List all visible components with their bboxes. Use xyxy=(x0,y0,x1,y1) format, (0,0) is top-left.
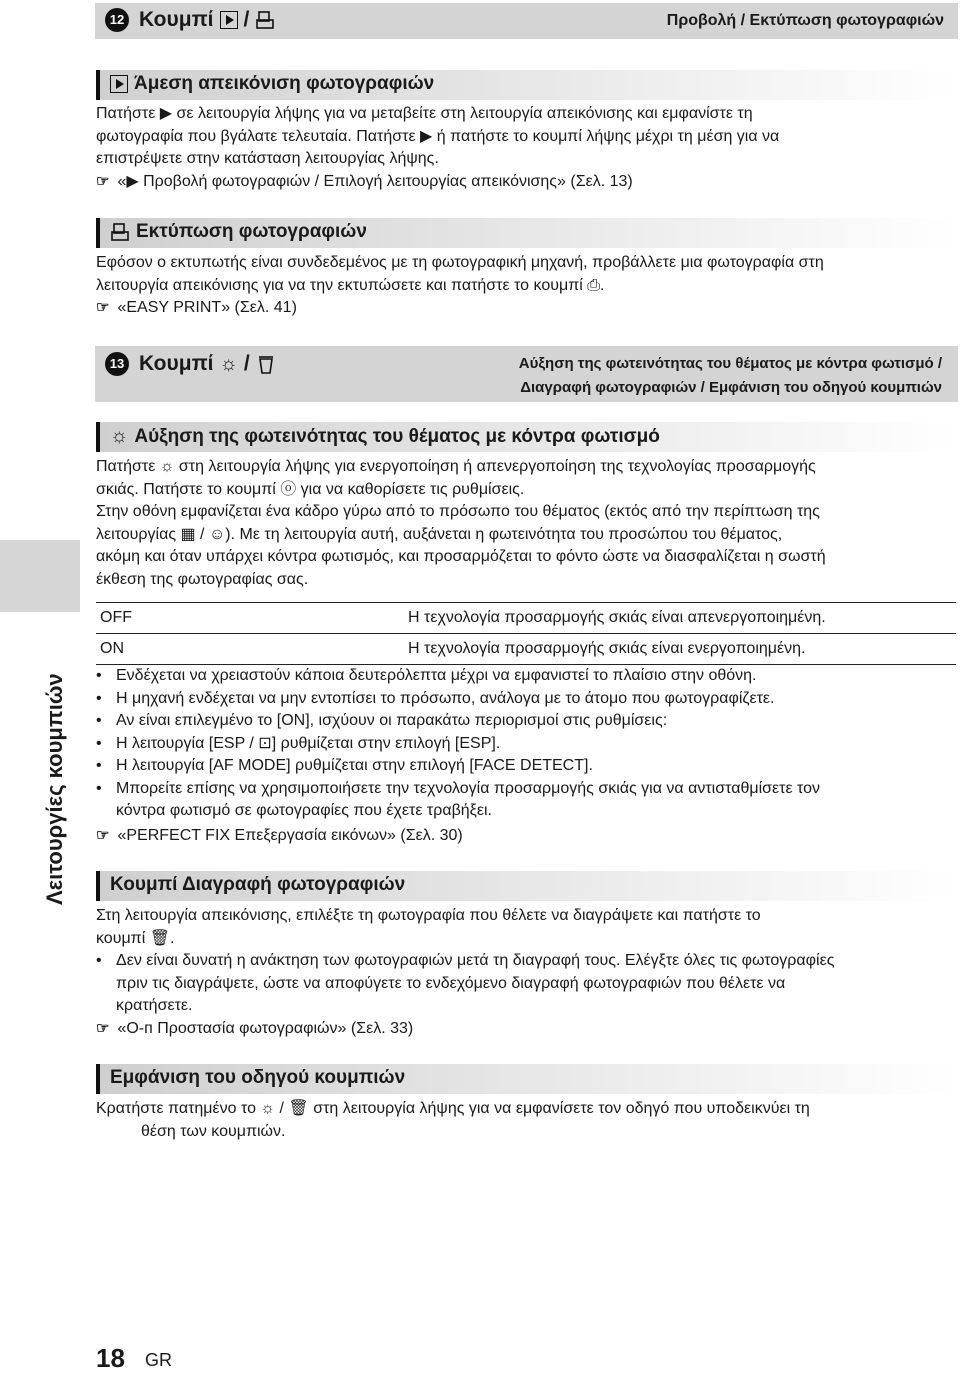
page-number: 18 xyxy=(96,1343,125,1373)
list-item: • Αν είναι επιλεγμένο το [ON], ισχύουν οι παρακάτω περιορισμοί στις ρυθμίσεις: xyxy=(96,712,668,729)
list-item: • Δεν είναι δυνατή η ανάκτηση των φωτογραφιών μετά τη διαγραφή τους. Ελέγξτε όλες τις φωτογραφίες xyxy=(96,952,835,969)
playback-icon xyxy=(110,75,128,93)
section-number-badge: 12 xyxy=(105,8,129,32)
playback-body: Πατήστε ▶ σε λειτουργία λήψης για να μεταβείτε στη λειτουργία απεικόνισης και εμφανίστε τη φωτογραφία που βγάλατε τελευταία. Πατήστε ▶ ή πατήστε το κουμπί λήψης μέχρι τη μέση για να επιστρέψετε στην κατάσταση λειτουργίας λήψης. xyxy=(96,105,780,167)
erase-body: Στη λειτουργία απεικόνισης, επιλέξτε τη φωτογραφία που θέλετε να διαγράψετε και πατήστε το κουμπί 🗑. xyxy=(96,907,761,947)
trash-icon xyxy=(256,353,276,375)
reference-icon: ☞ xyxy=(96,173,110,190)
list-item: κόντρα φωτισμό σε φωτογραφίες που έχετε τραβήξει. xyxy=(116,802,492,819)
list-item: • Ενδέχεται να χρειαστούν κάποια δευτερόλεπτα μέχρι να εμφανιστεί το πλαίσιο στην οθόνη. xyxy=(96,667,757,684)
section-title: Κουμπί xyxy=(139,8,214,31)
shadow-reference: ☞ «PERFECT FIX Επεξεργασία εικόνων» (Σελ. 30) xyxy=(96,825,463,847)
shadow-heading: ☼ Αύξηση της φωτεινότητας του θέματος με κόντρα φωτισμό xyxy=(96,422,956,452)
reference-icon: ☞ xyxy=(96,1020,110,1037)
list-item: • Η λειτουργία [ESP / ⊡] ρυθμίζεται στην επιλογή [ESP]. xyxy=(96,734,501,752)
print-body: Εφόσον ο εκτυπωτής είναι συνδεδεμένος με τη φωτογραφική μηχανή, προβάλλετε μια φωτογραφία στη λειτουργία απεικόνισης για να την εκτυπώσετε και πατήστε το κουμπί ⎙. xyxy=(96,254,824,294)
guide-body: Κρατήστε πατημένο το ☼ / 🗑 στη λειτουργία λήψης για να εμφανίσετε τον οδηγό που υποδεικνύει τη θέση των κουμπιών. xyxy=(96,1100,810,1140)
erase-reference: ☞ «О-п Προστασία φωτογραφιών» (Σελ. 33) xyxy=(96,1018,413,1040)
page-language: GR xyxy=(145,1350,172,1370)
print-reference: ☞ «EASY PRINT» (Σελ. 41) xyxy=(96,297,297,319)
section-subtitle: Προβολή / Εκτύπωση φωτογραφιών xyxy=(666,12,944,29)
shadow-notes xyxy=(96,665,956,823)
reference-icon: ☞ xyxy=(96,299,110,316)
chapter-label: Λειτουργίες κουμπιών xyxy=(42,673,67,905)
guide-heading: Εμφάνιση του οδηγού κουμπιών xyxy=(96,1064,956,1094)
section-number-badge: 13 xyxy=(105,352,129,376)
erase-notes xyxy=(96,950,956,1018)
table-row: OFF Η τεχνολογία προσαρμογής σκιάς είναι απενεργοποιημένη. xyxy=(96,603,956,634)
table-row: ON Η τεχνολογία προσαρμογής σκιάς είναι ενεργοποιημένη. xyxy=(96,634,956,665)
slash: / xyxy=(243,8,250,31)
settings-table xyxy=(96,602,956,665)
shadow-adjust-icon: ☼ xyxy=(219,352,238,375)
playback-icon xyxy=(220,11,238,29)
shadow-adjust-icon: ☼ xyxy=(110,425,129,447)
list-item: • Η λειτουργία [AF MODE] ρυθμίζεται στην επιλογή [FACE DETECT]. xyxy=(96,757,593,774)
section-13-header xyxy=(95,346,958,402)
shadow-body: Πατήστε ☼ στη λειτουργία λήψης για ενεργοποίηση ή απενεργοποίηση της τεχνολογίας προσαρμογής σκιάς. Πατήστε το κουμπί ⓞ για να καθορίσετε τις ρυθμίσεις. Στην οθόνη εμφανίζεται ένα κάδρο γύρω από το πρόσωπο του θέματος (εκτός από την περίπτωση της λειτουργίας ▦ / ☺). Με τη λειτουργία αυτή, αυξάνεται η φωτεινότητα του προσώπου του θέματος, ακόμη και όταν υπάρχει κόντρα φωτισμός, και προσαρμόζεται το φόντο ώστε να διασφαλίζεται η σωστή έκθεση της φωτογραφίας σας. xyxy=(96,458,826,588)
print-heading: Εκτύπωση φωτογραφιών xyxy=(96,218,956,248)
list-item: • Η μηχανή ενδέχεται να μην εντοπίσει το πρόσωπο, ανάλογα με το άτομο που φωτογραφίζετε. xyxy=(96,689,775,707)
chapter-tab xyxy=(0,540,80,612)
list-item: πριν τις διαγράψετε, ώστε να αποφύγετε το ενδεχόμενο διαγραφή φωτογραφιών που θέλετε να xyxy=(116,974,786,992)
playback-heading: Άμεση απεικόνιση φωτογραφιών xyxy=(96,70,956,100)
section-12-header xyxy=(95,3,958,39)
list-item: • Μπορείτε επίσης να χρησιμοποιήσετε την τεχνολογία προσαρμογής σκιάς για να αντισταθμίσετε τον xyxy=(96,779,821,797)
print-icon xyxy=(110,222,130,242)
section-title: Κουμπί xyxy=(139,352,214,375)
list-item: κρατήσετε. xyxy=(116,997,193,1014)
slash: / xyxy=(243,352,250,375)
playback-reference: ☞ «▶ Προβολή φωτογραφιών / Επιλογή λειτουργίας απεικόνισης» (Σελ. 13) xyxy=(96,171,633,193)
erase-heading: Κουμπί Διαγραφή φωτογραφιών xyxy=(96,871,956,901)
reference-icon: ☞ xyxy=(96,827,110,844)
section-subtitle: Αύξηση της φωτεινότητας του θέματος με κόντρα φωτισμό / Διαγραφή φωτογραφιών / Εμφάνιση του οδηγού κουμπιών xyxy=(518,355,942,396)
print-icon xyxy=(255,10,275,30)
